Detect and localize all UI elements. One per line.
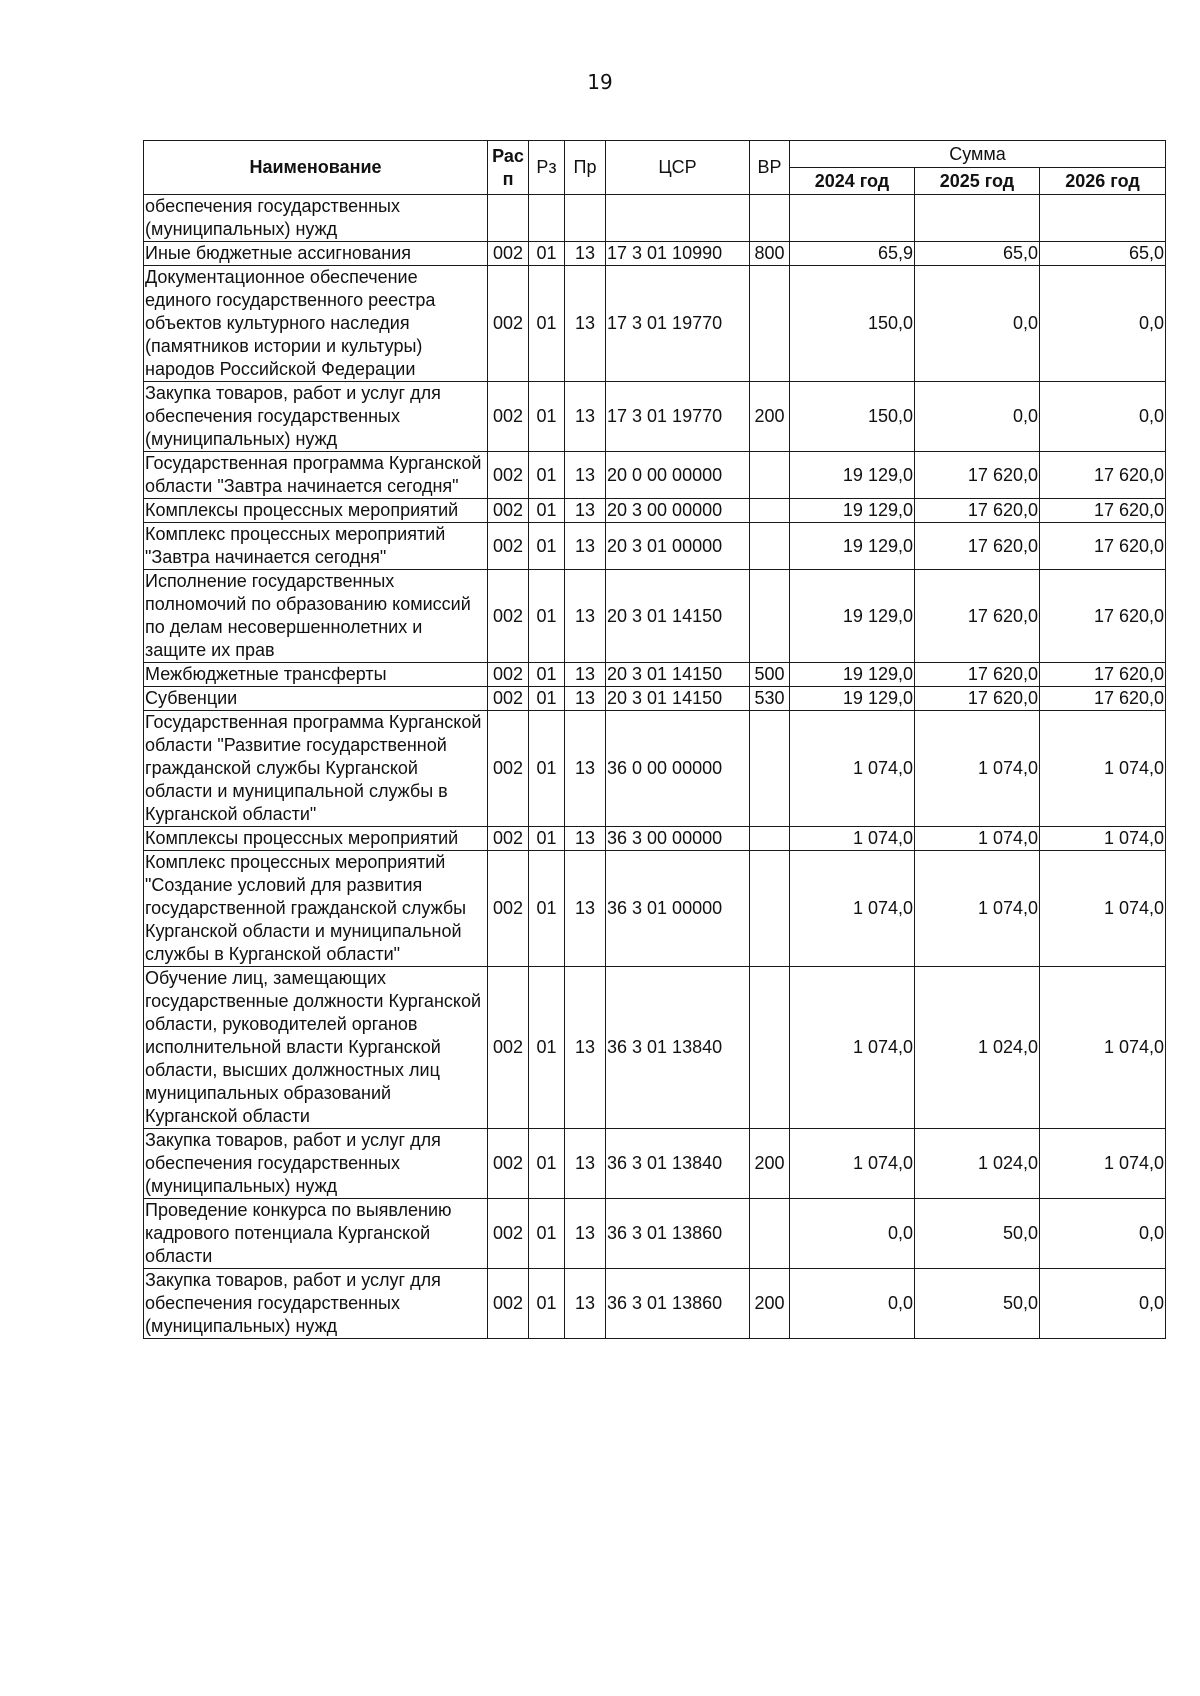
cell-rz: 01	[529, 687, 565, 711]
cell-name: обеспечения государственных (муниципальных) нужд	[144, 195, 488, 242]
cell-csr: 20 3 00 00000	[606, 499, 750, 523]
cell-2026: 1 074,0	[1040, 711, 1166, 827]
cell-2024: 19 129,0	[790, 570, 915, 663]
table-row	[144, 523, 1166, 570]
cell-rz: 01	[529, 1269, 565, 1339]
table-row	[144, 827, 1166, 851]
table-row	[144, 1129, 1166, 1199]
budget-table	[143, 140, 1166, 1339]
cell-vr: 800	[750, 242, 790, 266]
cell-2026: 1 074,0	[1040, 827, 1166, 851]
cell-rasp: 002	[488, 382, 529, 452]
cell-rasp: 002	[488, 266, 529, 382]
cell-csr: 36 3 00 00000	[606, 827, 750, 851]
cell-rasp: 002	[488, 1129, 529, 1199]
cell-2025: 1 074,0	[915, 851, 1040, 967]
cell-vr	[750, 570, 790, 663]
cell-vr	[750, 195, 790, 242]
cell-pr: 13	[565, 851, 606, 967]
cell-name: Документационное обеспечение единого государственного реестра объектов культурного наследия (памятников истории и культуры) народов Российской Федерации	[144, 266, 488, 382]
cell-2025: 50,0	[915, 1269, 1040, 1339]
cell-vr	[750, 499, 790, 523]
cell-2024: 19 129,0	[790, 687, 915, 711]
cell-2025: 1 074,0	[915, 827, 1040, 851]
cell-2026: 17 620,0	[1040, 663, 1166, 687]
table-body	[144, 195, 1166, 1339]
cell-rasp: 002	[488, 570, 529, 663]
table-row	[144, 570, 1166, 663]
cell-2024: 0,0	[790, 1269, 915, 1339]
cell-2026: 1 074,0	[1040, 967, 1166, 1129]
cell-2026: 17 620,0	[1040, 452, 1166, 499]
header-name: Наименование	[144, 141, 488, 195]
cell-csr: 17 3 01 10990	[606, 242, 750, 266]
table-row	[144, 851, 1166, 967]
cell-rasp: 002	[488, 851, 529, 967]
cell-pr	[565, 195, 606, 242]
cell-name: Комплекс процессных мероприятий "Завтра начинается сегодня"	[144, 523, 488, 570]
table-row	[144, 663, 1166, 687]
cell-csr: 20 3 01 14150	[606, 570, 750, 663]
cell-csr	[606, 195, 750, 242]
cell-name: Исполнение государственных полномочий по образованию комиссий по делам несовершеннолетних и защите их прав	[144, 570, 488, 663]
cell-2025: 17 620,0	[915, 452, 1040, 499]
cell-name: Иные бюджетные ассигнования	[144, 242, 488, 266]
cell-vr	[750, 967, 790, 1129]
header-year-2025: 2025 год	[915, 168, 1040, 195]
cell-2026: 1 074,0	[1040, 851, 1166, 967]
header-vr: ВР	[750, 141, 790, 195]
cell-rz: 01	[529, 452, 565, 499]
cell-rz: 01	[529, 570, 565, 663]
table-row	[144, 266, 1166, 382]
cell-2026: 0,0	[1040, 382, 1166, 452]
cell-2024: 1 074,0	[790, 711, 915, 827]
cell-2025: 1 024,0	[915, 1129, 1040, 1199]
cell-2025: 0,0	[915, 266, 1040, 382]
cell-rz: 01	[529, 1199, 565, 1269]
cell-2026: 0,0	[1040, 1269, 1166, 1339]
cell-pr: 13	[565, 663, 606, 687]
cell-2024: 1 074,0	[790, 851, 915, 967]
cell-vr	[750, 711, 790, 827]
cell-rasp: 002	[488, 1199, 529, 1269]
cell-name: Государственная программа Курганской области "Развитие государственной гражданской службы Курганской области и муниципальной службы в Курганской области"	[144, 711, 488, 827]
cell-2026: 17 620,0	[1040, 570, 1166, 663]
cell-rz: 01	[529, 967, 565, 1129]
cell-2024: 1 074,0	[790, 967, 915, 1129]
cell-pr: 13	[565, 711, 606, 827]
cell-2025	[915, 195, 1040, 242]
cell-2024	[790, 195, 915, 242]
cell-2026: 1 074,0	[1040, 1129, 1166, 1199]
cell-2025: 0,0	[915, 382, 1040, 452]
cell-2025: 17 620,0	[915, 663, 1040, 687]
cell-pr: 13	[565, 499, 606, 523]
cell-2026: 0,0	[1040, 266, 1166, 382]
cell-csr: 36 3 01 13860	[606, 1269, 750, 1339]
cell-vr	[750, 266, 790, 382]
cell-name: Комплексы процессных мероприятий	[144, 499, 488, 523]
table-row	[144, 242, 1166, 266]
cell-name: Проведение конкурса по выявлению кадрового потенциала Курганской области	[144, 1199, 488, 1269]
cell-name: Межбюджетные трансферты	[144, 663, 488, 687]
cell-2025: 65,0	[915, 242, 1040, 266]
cell-2026: 17 620,0	[1040, 523, 1166, 570]
cell-name: Комплекс процессных мероприятий "Создание условий для развития государственной гражданской службы Курганской области и муниципальной службы в Курганской области"	[144, 851, 488, 967]
page-number: 19	[587, 70, 613, 94]
cell-rz: 01	[529, 266, 565, 382]
cell-rz: 01	[529, 851, 565, 967]
table-row	[144, 1269, 1166, 1339]
cell-pr: 13	[565, 1129, 606, 1199]
table-row	[144, 452, 1166, 499]
cell-rasp: 002	[488, 711, 529, 827]
cell-rasp: 002	[488, 242, 529, 266]
cell-vr: 200	[750, 1269, 790, 1339]
table-row	[144, 687, 1166, 711]
cell-vr: 530	[750, 687, 790, 711]
cell-2024: 19 129,0	[790, 663, 915, 687]
cell-csr: 20 0 00 00000	[606, 452, 750, 499]
cell-name: Комплексы процессных мероприятий	[144, 827, 488, 851]
cell-rz: 01	[529, 242, 565, 266]
cell-rz: 01	[529, 663, 565, 687]
cell-vr	[750, 1199, 790, 1269]
cell-csr: 36 3 01 13840	[606, 1129, 750, 1199]
cell-vr: 500	[750, 663, 790, 687]
cell-rz: 01	[529, 1129, 565, 1199]
cell-csr: 36 3 01 00000	[606, 851, 750, 967]
cell-rz: 01	[529, 382, 565, 452]
cell-rasp: 002	[488, 452, 529, 499]
cell-rz	[529, 195, 565, 242]
cell-csr: 20 3 01 00000	[606, 523, 750, 570]
cell-2025: 1 024,0	[915, 967, 1040, 1129]
cell-vr: 200	[750, 382, 790, 452]
cell-name: Закупка товаров, работ и услуг для обеспечения государственных (муниципальных) нужд	[144, 382, 488, 452]
cell-2025: 17 620,0	[915, 570, 1040, 663]
cell-2024: 150,0	[790, 382, 915, 452]
cell-pr: 13	[565, 266, 606, 382]
cell-rasp: 002	[488, 827, 529, 851]
header-rz: Рз	[529, 141, 565, 195]
cell-csr: 36 3 01 13840	[606, 967, 750, 1129]
cell-2024: 19 129,0	[790, 499, 915, 523]
cell-rz: 01	[529, 827, 565, 851]
cell-pr: 13	[565, 827, 606, 851]
cell-vr	[750, 851, 790, 967]
table-row	[144, 1199, 1166, 1269]
cell-2025: 50,0	[915, 1199, 1040, 1269]
cell-csr: 20 3 01 14150	[606, 687, 750, 711]
cell-rasp	[488, 195, 529, 242]
cell-vr	[750, 452, 790, 499]
cell-2025: 17 620,0	[915, 499, 1040, 523]
cell-2026	[1040, 195, 1166, 242]
cell-2025: 17 620,0	[915, 523, 1040, 570]
cell-name: Закупка товаров, работ и услуг для обеспечения государственных (муниципальных) нужд	[144, 1129, 488, 1199]
cell-pr: 13	[565, 687, 606, 711]
cell-2024: 1 074,0	[790, 827, 915, 851]
cell-csr: 17 3 01 19770	[606, 382, 750, 452]
cell-pr: 13	[565, 1269, 606, 1339]
cell-csr: 36 3 01 13860	[606, 1199, 750, 1269]
header-csr: ЦСР	[606, 141, 750, 195]
table-row	[144, 382, 1166, 452]
cell-rasp: 002	[488, 1269, 529, 1339]
table-header	[144, 141, 1166, 195]
cell-pr: 13	[565, 570, 606, 663]
cell-rasp: 002	[488, 499, 529, 523]
cell-pr: 13	[565, 967, 606, 1129]
cell-name: Закупка товаров, работ и услуг для обеспечения государственных (муниципальных) нужд	[144, 1269, 488, 1339]
cell-2024: 150,0	[790, 266, 915, 382]
table-row	[144, 711, 1166, 827]
cell-name: Государственная программа Курганской области "Завтра начинается сегодня"	[144, 452, 488, 499]
header-year-2024: 2024 год	[790, 168, 915, 195]
cell-pr: 13	[565, 452, 606, 499]
cell-vr	[750, 827, 790, 851]
cell-name: Субвенции	[144, 687, 488, 711]
cell-rasp: 002	[488, 687, 529, 711]
cell-rz: 01	[529, 499, 565, 523]
cell-name: Обучение лиц, замещающих государственные должности Курганской области, руководителей органов исполнительной власти Курганской области, высших должностных лиц муниципальных образований Курганской области	[144, 967, 488, 1129]
header-pr: Пр	[565, 141, 606, 195]
cell-2024: 19 129,0	[790, 452, 915, 499]
header-year-2026: 2026 год	[1040, 168, 1166, 195]
cell-2024: 65,9	[790, 242, 915, 266]
cell-2024: 1 074,0	[790, 1129, 915, 1199]
cell-rasp: 002	[488, 967, 529, 1129]
cell-pr: 13	[565, 242, 606, 266]
cell-2024: 0,0	[790, 1199, 915, 1269]
cell-rasp: 002	[488, 523, 529, 570]
cell-pr: 13	[565, 382, 606, 452]
cell-rz: 01	[529, 523, 565, 570]
header-rasp: Рас п	[488, 141, 529, 195]
cell-2024: 19 129,0	[790, 523, 915, 570]
cell-2026: 17 620,0	[1040, 499, 1166, 523]
cell-vr: 200	[750, 1129, 790, 1199]
cell-csr: 20 3 01 14150	[606, 663, 750, 687]
cell-vr	[750, 523, 790, 570]
cell-2026: 0,0	[1040, 1199, 1166, 1269]
cell-2026: 17 620,0	[1040, 687, 1166, 711]
cell-csr: 36 0 00 00000	[606, 711, 750, 827]
header-sum: Сумма	[790, 141, 1166, 168]
cell-pr: 13	[565, 1199, 606, 1269]
table-row	[144, 195, 1166, 242]
cell-2026: 65,0	[1040, 242, 1166, 266]
cell-rasp: 002	[488, 663, 529, 687]
cell-2025: 17 620,0	[915, 687, 1040, 711]
cell-2025: 1 074,0	[915, 711, 1040, 827]
table-row	[144, 967, 1166, 1129]
cell-pr: 13	[565, 523, 606, 570]
cell-csr: 17 3 01 19770	[606, 266, 750, 382]
table-row	[144, 499, 1166, 523]
cell-rz: 01	[529, 711, 565, 827]
